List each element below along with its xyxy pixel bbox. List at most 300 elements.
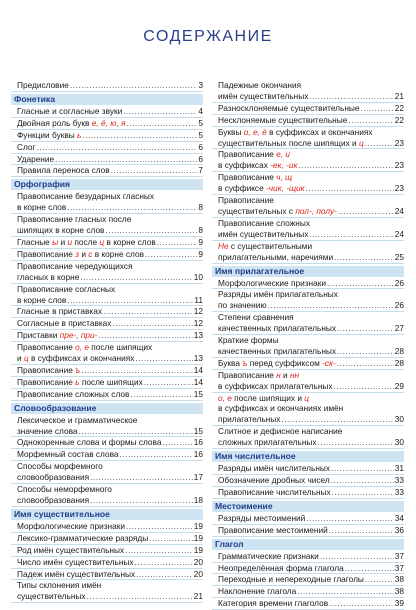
entry-text-part: качественных прилагательных [218, 345, 337, 356]
page-number: 25 [394, 251, 404, 262]
entry-text-part: с существительными [228, 240, 313, 251]
entry-text-part: Категория времени глаголов [218, 598, 329, 609]
toc-entry-text [17, 142, 36, 153]
toc-entry [11, 377, 203, 389]
toc-entry-line [218, 598, 404, 609]
dot-leader [345, 563, 394, 574]
toc-entry [212, 598, 404, 610]
entry-text-part: и [17, 353, 24, 364]
toc-entry [11, 249, 203, 261]
dot-leader [334, 252, 394, 263]
dot-leader [268, 300, 394, 311]
entry-text-part: и [280, 369, 290, 380]
entry-text-part: прилагательных [218, 414, 281, 425]
toc-entry-text [17, 306, 102, 317]
toc-entry-text [218, 160, 297, 171]
toc-entry-line [17, 353, 203, 364]
page-number: 22 [394, 114, 404, 125]
toc-entry-line [17, 365, 203, 376]
toc-entry [11, 142, 203, 154]
entry-text-part: Краткие формы [218, 335, 279, 346]
entry-text-part: сложных прилагательных [218, 437, 317, 448]
toc-entry-line [218, 370, 404, 381]
dot-leader [360, 103, 393, 114]
toc-entry [11, 580, 203, 603]
toc-entry-line [218, 127, 404, 138]
page-number: 21 [193, 591, 203, 602]
toc-entry-line [17, 449, 203, 460]
toc-entry-line [17, 284, 203, 295]
dot-leader [331, 463, 394, 474]
toc-entry-text [17, 533, 148, 544]
toc-entry-text [218, 138, 364, 149]
toc-entry-text [218, 437, 317, 448]
toc-entry-text [17, 389, 129, 400]
toc-entry [212, 115, 404, 127]
toc-entry-line [17, 295, 203, 306]
toc-entry [212, 426, 404, 449]
toc-entry [11, 118, 203, 130]
dot-leader [337, 346, 394, 357]
toc-entry-text [17, 521, 125, 532]
entry-text-part: в корне слов [17, 202, 67, 213]
toc-entry-line [218, 149, 404, 160]
toc-entry-line [218, 513, 404, 524]
toc-entry [11, 261, 203, 284]
toc-entry-text [218, 278, 326, 289]
toc-entry-line [218, 323, 404, 334]
entry-text-part: Разряды местоимений [218, 512, 306, 523]
entry-text-part: Лексико-грамматические разряды [17, 532, 149, 543]
section-heading: Имя числительное [212, 451, 404, 462]
toc-entry-text [17, 191, 154, 202]
entry-text-part: Правописание числительных [218, 486, 331, 497]
entry-text-part: Двойная роль букв [17, 117, 92, 128]
highlighted-letters: Не [218, 240, 229, 251]
toc-entry-line [218, 393, 404, 404]
toc-entry-line [218, 218, 404, 229]
entry-text-part: Несклоняемые существительные [218, 114, 348, 125]
dot-leader [136, 569, 193, 580]
section-heading: Словообразование [11, 403, 203, 414]
toc-entry-text [218, 218, 310, 229]
toc-entry-text [218, 586, 296, 597]
page-number: 12 [193, 306, 203, 317]
toc-entry-text [218, 393, 309, 404]
toc-entry-line [218, 346, 404, 357]
page-title: СОДЕРЖАНИЕ [143, 28, 273, 45]
toc-entry-text [17, 165, 110, 176]
toc-entry-text [218, 172, 292, 183]
toc-entry [11, 521, 203, 533]
page-number: 4 [198, 105, 203, 116]
dot-leader [79, 426, 193, 437]
highlighted-letters: ц [359, 137, 364, 148]
toc-entry [11, 318, 203, 330]
highlighted-letters: -ек, -ик [270, 160, 298, 171]
page-number: 14 [193, 376, 203, 387]
dot-leader [331, 475, 394, 486]
dot-leader [127, 118, 198, 129]
toc-entry-text [17, 272, 79, 283]
toc-entry [11, 484, 203, 507]
dot-leader [298, 160, 393, 171]
dot-leader [297, 586, 394, 597]
toc-entry-text [218, 358, 336, 369]
dot-leader [334, 381, 394, 392]
section-heading: Имя существительное [11, 509, 203, 520]
toc-entry-line [17, 130, 203, 141]
toc-entry [212, 393, 404, 427]
dot-leader [87, 591, 193, 602]
toc-entry-line [17, 80, 203, 91]
toc-entry-text [17, 569, 135, 580]
entry-text-part: Правила переноса слов [17, 165, 110, 176]
toc-entry [11, 557, 203, 569]
entry-text-part: и [79, 248, 89, 259]
toc-entry [11, 461, 203, 484]
entry-text-part: Переходные и непереходные глаголы [218, 574, 364, 585]
highlighted-letters: нн [289, 369, 300, 380]
toc-entry-line [17, 261, 203, 272]
toc-entry-text [17, 154, 54, 165]
dot-leader [157, 237, 198, 248]
toc-entry [212, 127, 404, 150]
dot-leader [365, 574, 394, 585]
toc-left-column [11, 80, 203, 603]
toc-entry [11, 80, 203, 92]
entry-text-part: Предисловие [17, 80, 69, 90]
dot-leader [135, 353, 192, 364]
page-number: 22 [394, 102, 404, 113]
toc-entry-line [218, 426, 404, 437]
toc-entry-text [17, 214, 131, 225]
toc-entry [11, 437, 203, 449]
toc-entry-text [218, 195, 274, 206]
dot-leader [337, 323, 394, 334]
toc-entry-line [17, 202, 203, 213]
toc-entry-text [218, 300, 267, 311]
toc-entry-line [218, 241, 404, 252]
highlighted-letters: н [276, 369, 281, 380]
toc-entry [212, 172, 404, 195]
page-number: 9 [198, 236, 203, 247]
toc-entry-text [17, 330, 97, 341]
toc-entry-line [17, 557, 203, 568]
toc-entry-text [218, 563, 344, 574]
toc-entry-line [218, 160, 404, 171]
toc-entry-line [218, 551, 404, 562]
highlighted-letters: с [88, 248, 93, 259]
dot-leader [365, 138, 394, 149]
toc-entry-text [17, 225, 104, 236]
toc-entry [11, 165, 203, 177]
toc-entry-line [218, 138, 404, 149]
entry-text-part: Наклонение глагола [218, 586, 297, 597]
toc-entry-line [17, 106, 203, 117]
entry-text-part: существительных [17, 591, 86, 602]
page-number: 33 [394, 475, 404, 485]
page-number: 24 [394, 228, 404, 239]
dot-leader [80, 272, 192, 283]
toc-entry-text [17, 426, 78, 437]
highlighted-letters: -чик, -щик [266, 183, 305, 194]
dot-leader [318, 437, 394, 448]
page-number: 19 [193, 544, 203, 555]
entry-text-part: Правописание безударных гласных [17, 191, 155, 202]
entry-text-part: в суффиксах и окончаниях [28, 353, 135, 364]
entry-text-part: после шипящих и [231, 392, 305, 403]
highlighted-letters: ъ [242, 357, 248, 368]
entry-text-part: и [58, 236, 68, 247]
dot-leader [329, 525, 394, 536]
dot-leader [126, 521, 193, 532]
toc-entry [212, 513, 404, 525]
entry-text-part: Разносклоняемые существительные [218, 102, 360, 113]
entry-text-part: в суффиксе [218, 183, 266, 194]
toc-entry-line [17, 237, 203, 248]
toc-entry-line [218, 525, 404, 536]
dot-leader [309, 229, 393, 240]
dot-leader [306, 183, 394, 194]
section-heading: Фонетика [11, 94, 203, 105]
toc-entry-line [218, 115, 404, 126]
entry-text-part: Гласные в приставках [17, 306, 103, 317]
toc-entry [212, 586, 404, 598]
toc-entry-text [17, 80, 69, 91]
section-heading: Глагол [212, 539, 404, 550]
page-number: 18 [193, 495, 203, 505]
entry-text-part: Способы морфемного [17, 461, 103, 472]
toc-entry-text [218, 426, 342, 437]
entry-text-part: в суффиксах прилагательных [218, 380, 333, 391]
toc-entry-line [218, 563, 404, 574]
toc-entry-line [17, 495, 203, 506]
entry-text-part: Слог [17, 141, 36, 152]
entry-text-part: Правописание [17, 248, 76, 259]
page-number: 19 [193, 520, 203, 531]
toc-entry [212, 289, 404, 312]
page-number: 37 [394, 562, 404, 573]
entry-text-part: Функции буквы [17, 129, 78, 140]
toc-entry-text [218, 127, 373, 138]
toc-entry-text [218, 463, 330, 474]
toc-entry-line [17, 142, 203, 153]
toc-entry-line [17, 318, 203, 329]
dot-leader [309, 91, 393, 102]
entry-text-part: после [72, 236, 100, 247]
toc-entry [212, 278, 404, 290]
toc-entry-line [218, 80, 404, 91]
dot-leader [145, 249, 197, 260]
toc-entry-text [218, 289, 338, 300]
toc-entry-text [218, 335, 279, 346]
toc-entry-line [218, 312, 404, 323]
dot-leader [120, 449, 193, 460]
entry-text-part: в суффиксах [218, 160, 271, 171]
toc-entry-line [17, 521, 203, 532]
toc-entry [11, 130, 203, 142]
toc-entry-line [218, 381, 404, 392]
toc-entry-text [218, 525, 328, 536]
entry-text-part: Приставки [17, 330, 60, 341]
toc-entry-text [17, 484, 112, 495]
page-number: 28 [394, 345, 404, 356]
dot-leader [135, 557, 193, 568]
entry-text-part: Способы неморфемного [17, 484, 112, 495]
toc-entry-line [218, 195, 404, 206]
toc-entry [11, 389, 203, 401]
entry-text-part: в корне слов [104, 236, 156, 247]
entry-text-part: имён существительных [218, 228, 309, 239]
entry-text-part: Правописание [218, 195, 274, 206]
entry-text-part: качественных прилагательных [218, 323, 337, 334]
toc-entry-line [218, 574, 404, 585]
dot-leader [329, 598, 394, 609]
highlighted-letters: ъ [75, 364, 81, 375]
entry-text-part: Степени сравнения [218, 312, 294, 323]
page-number: 30 [394, 414, 404, 425]
toc-entry-line [218, 103, 404, 114]
toc-entry-text [17, 449, 119, 460]
toc-entry-text [17, 377, 143, 388]
toc-entry-text [17, 318, 111, 329]
toc-entry-text [17, 545, 124, 556]
toc-entry-text [218, 183, 305, 194]
toc-entry [212, 195, 404, 218]
highlighted-letters: ц [304, 392, 310, 403]
toc-entry-text [218, 475, 330, 486]
toc-entry [11, 154, 203, 166]
toc-entry-line [17, 533, 203, 544]
toc-entry [11, 545, 203, 557]
entry-text-part: Согласные в приставках [17, 318, 112, 329]
toc-entry-line [218, 300, 404, 311]
highlighted-letters: о, е [218, 392, 232, 403]
toc-entry-text [218, 229, 308, 240]
toc-entry-text [218, 574, 364, 585]
page-number: 17 [193, 472, 203, 483]
toc-entry-line [17, 461, 203, 472]
dot-leader [70, 80, 198, 91]
entry-text-part: имён существительных [218, 90, 309, 101]
entry-text-part: по значению [218, 300, 267, 311]
toc-entry-text [17, 249, 144, 260]
dot-leader [337, 358, 394, 369]
toc-entry-line [17, 249, 203, 260]
toc-entry-text [17, 130, 81, 141]
toc-entry [212, 487, 404, 499]
toc-entry [11, 415, 203, 438]
toc-entry [212, 335, 404, 358]
page-number: 38 [394, 586, 404, 597]
entry-text-part: Морфологические признаки [17, 520, 125, 531]
toc-entry-text [218, 487, 331, 498]
toc-entry-text [218, 323, 336, 334]
dot-leader [130, 389, 192, 400]
page-number: 16 [193, 449, 203, 460]
toc-entry [212, 358, 404, 370]
toc-entry-text [17, 353, 134, 364]
dot-leader [67, 295, 193, 306]
dot-leader [144, 377, 193, 388]
entry-text-part: Морфологические признаки [218, 277, 326, 288]
page-number: 3 [198, 80, 203, 90]
toc-entry [11, 284, 203, 307]
dot-leader [149, 533, 193, 544]
toc-entry [11, 533, 203, 545]
toc-entry-text [218, 80, 301, 91]
entry-text-part: Правописание сложных слов [17, 388, 130, 399]
page-number: 15 [193, 425, 203, 436]
toc-entry-text [17, 106, 122, 117]
entry-text-part: Правописание [218, 172, 277, 183]
toc-entry [212, 525, 404, 537]
toc-entry [212, 563, 404, 575]
dot-leader [125, 545, 193, 556]
toc-entry-text [17, 202, 66, 213]
toc-entry [212, 370, 404, 393]
page-number: 5 [198, 129, 203, 140]
page-number: 26 [394, 300, 404, 311]
page-number: 13 [193, 330, 203, 341]
page-number: 11 [194, 294, 203, 305]
toc-entry-text [218, 115, 347, 126]
toc-entry [212, 80, 404, 103]
entry-text-part: Падежные окончания [218, 80, 302, 90]
toc-entry-line [17, 214, 203, 225]
toc-entry-text [17, 284, 115, 295]
page-number: 6 [198, 141, 203, 152]
page-number: 23 [394, 183, 404, 194]
page-number: 13 [193, 353, 203, 364]
section-heading: Местоимение [212, 501, 404, 512]
dot-leader [162, 437, 192, 448]
entry-text-part: Обозначение дробных чисел [218, 475, 330, 485]
highlighted-letters: з [75, 248, 80, 259]
toc-entry-line [17, 225, 203, 236]
entry-text-part: Однокоренные слова и формы слова [17, 437, 162, 448]
toc-entry-text [218, 381, 333, 392]
page-number: 8 [198, 202, 203, 213]
dot-leader [90, 495, 193, 506]
toc-entry-line [17, 272, 203, 283]
entry-text-part: Род имён существительных [17, 544, 125, 555]
entry-text-part: Правописание согласных [17, 283, 116, 294]
highlighted-letters: ы [52, 236, 59, 247]
entry-text-part: Гласные и согласные звуки [17, 105, 123, 116]
entry-text-part: значение слова [17, 425, 78, 436]
toc-entry-line [17, 330, 203, 341]
entry-text-part: после шипящих [89, 342, 153, 353]
entry-text-part: Ударение [17, 153, 55, 164]
toc-entry-line [17, 426, 203, 437]
toc-entry-line [218, 289, 404, 300]
entry-text-part: Правописание гласных после [17, 214, 132, 225]
toc-entry-text [17, 415, 137, 426]
toc-entry [11, 330, 203, 342]
entry-text-part: существительных с [218, 205, 296, 216]
entry-text-part: после шипящих [79, 376, 143, 387]
page-number: 5 [198, 117, 203, 128]
toc-entry-text [218, 206, 337, 217]
toc-entry-text [17, 437, 161, 448]
entry-text-part: Лексическое и грамматическое [17, 414, 138, 425]
toc-entry-line [218, 229, 404, 240]
highlighted-letters: ц [99, 236, 105, 247]
page-number: 31 [394, 463, 404, 474]
page-number: 26 [394, 277, 404, 288]
